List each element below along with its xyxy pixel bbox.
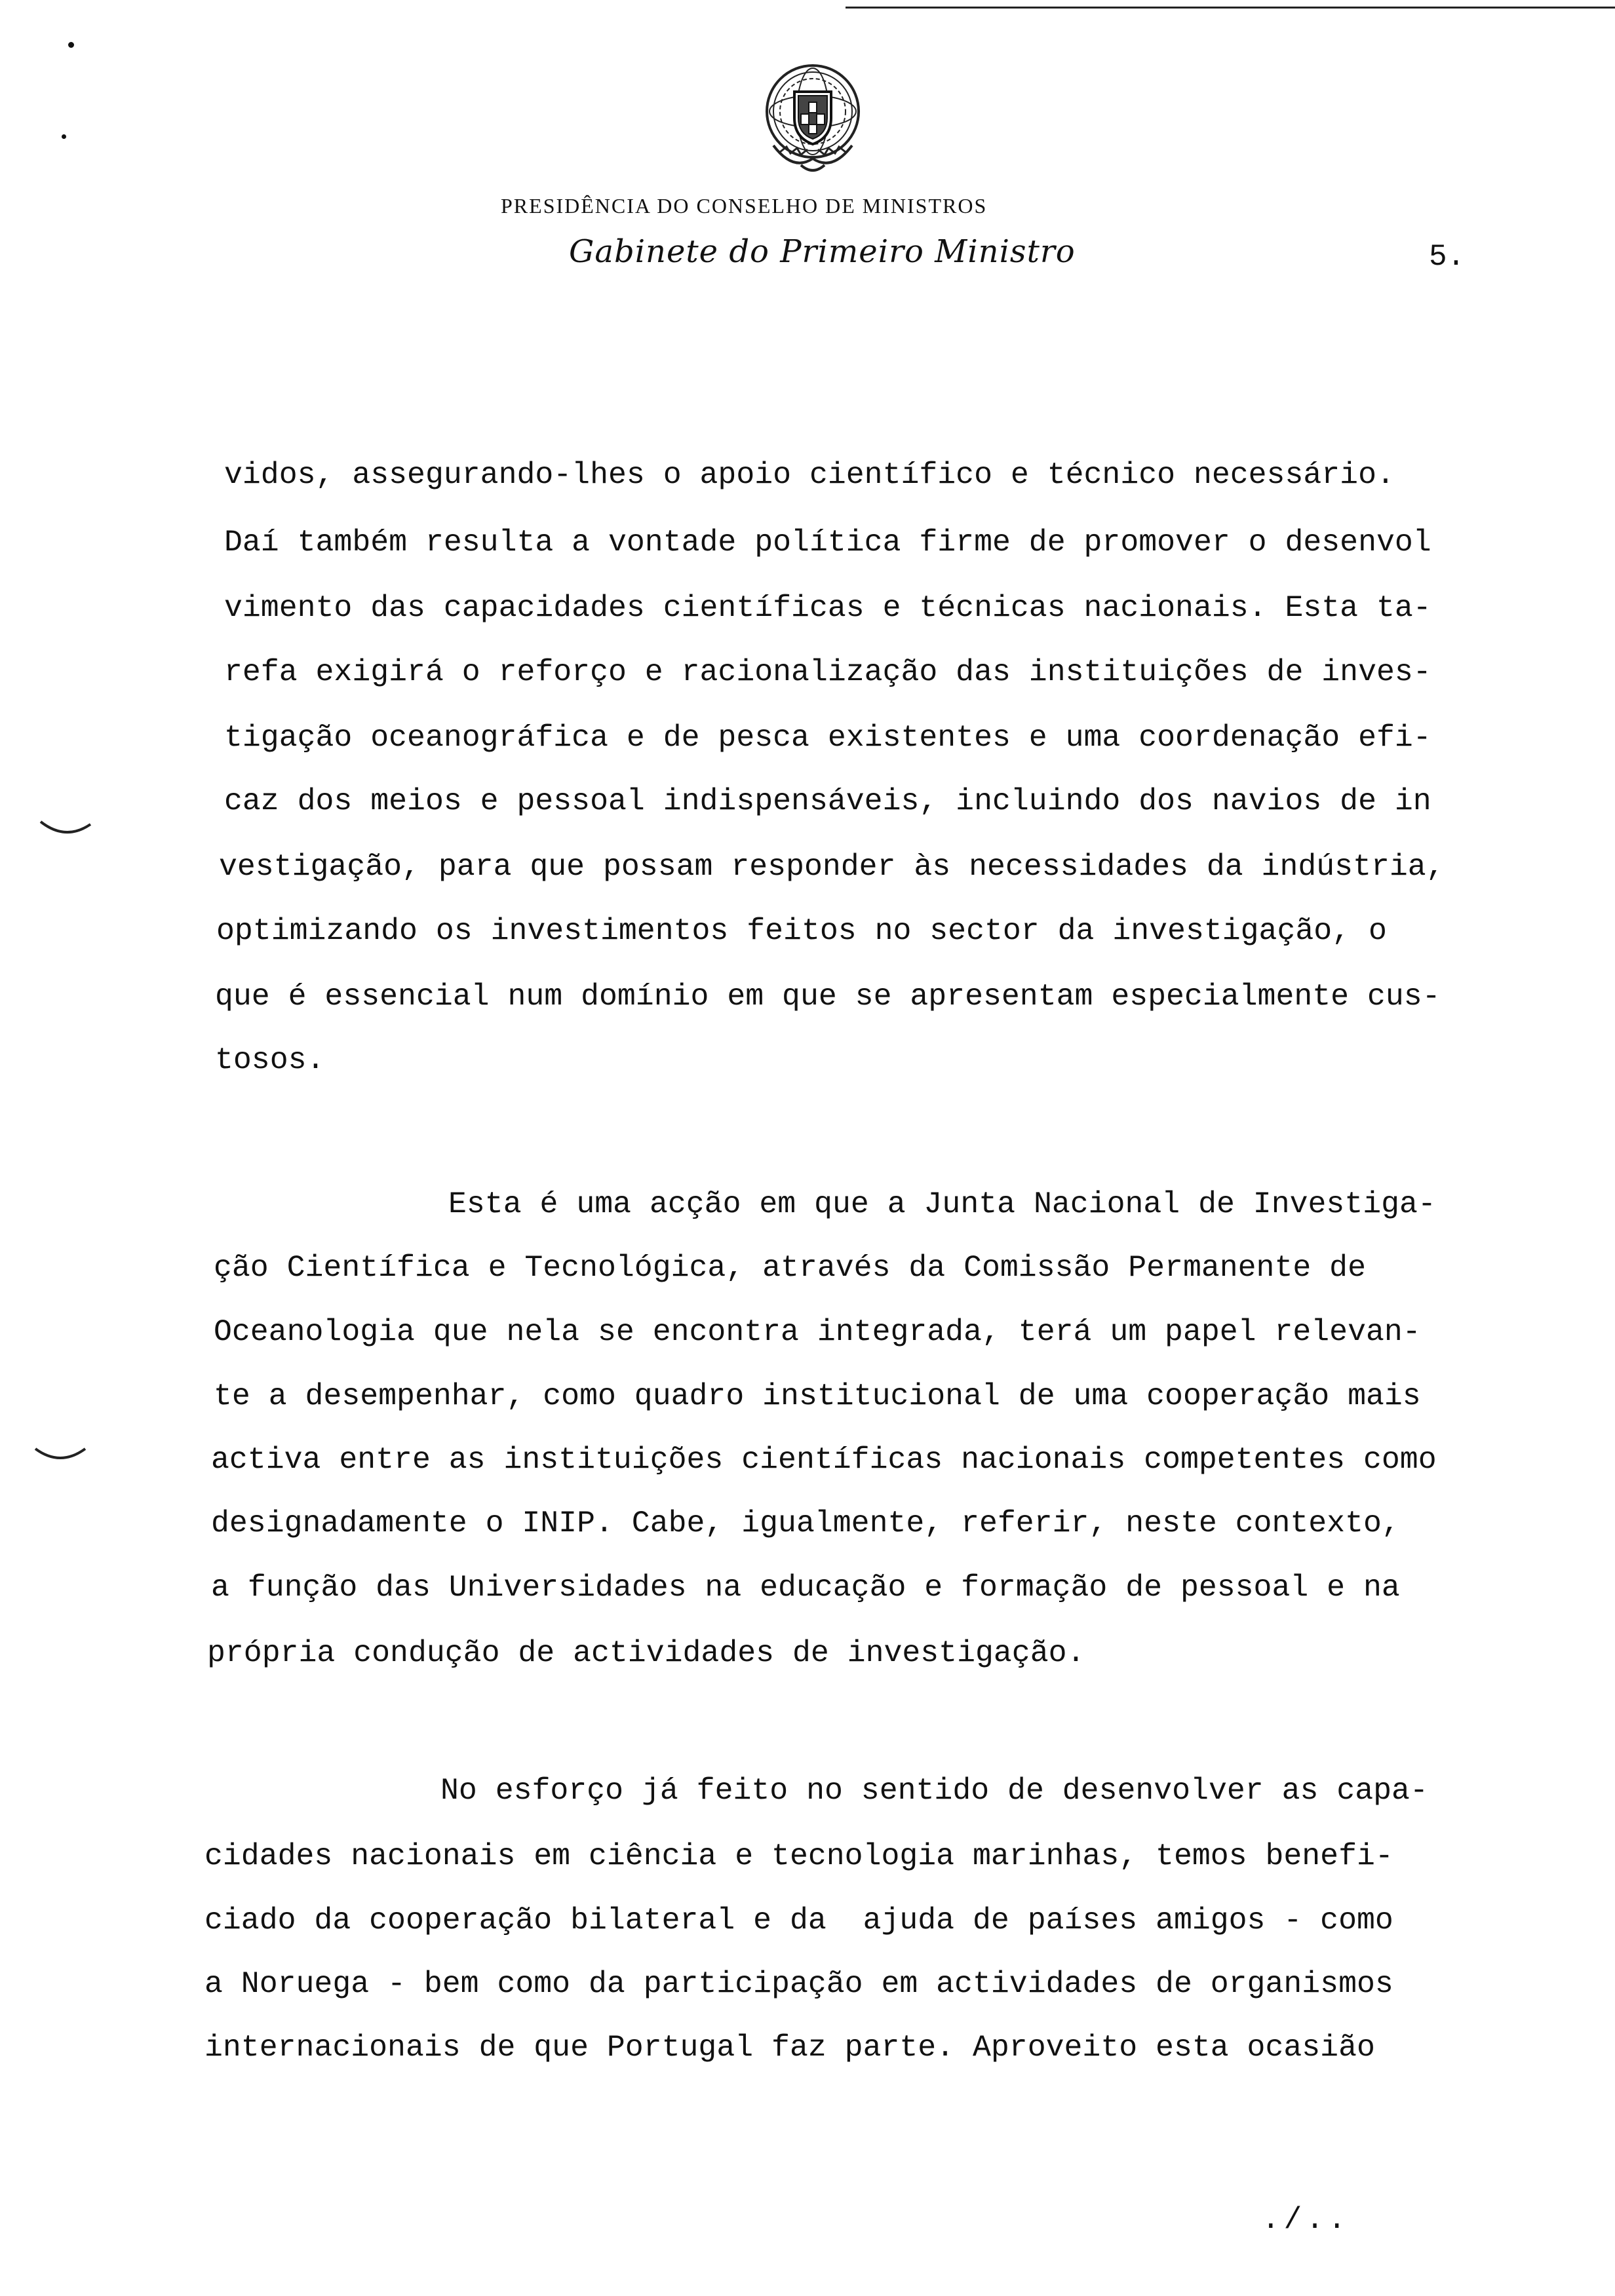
body-text-line: tosos. bbox=[215, 1043, 325, 1077]
fold-mark bbox=[39, 819, 92, 837]
body-text-line: caz dos meios e pessoal indispensáveis, incluindo dos navios de in bbox=[224, 784, 1431, 818]
punch-hole-mark bbox=[68, 42, 74, 48]
institution-heading: PRESIDÊNCIA DO CONSELHO DE MINISTROS bbox=[501, 194, 988, 218]
top-edge-rule bbox=[846, 7, 1615, 9]
body-text-line: que é essencial num domínio em que se apresentam especialmente cus- bbox=[215, 979, 1441, 1014]
punch-hole-mark bbox=[62, 134, 66, 139]
fold-mark bbox=[34, 1445, 87, 1463]
body-text-line: a função das Universidades na educação e formação de pessoal e na bbox=[211, 1570, 1400, 1605]
coat-of-arms-emblem bbox=[760, 60, 865, 185]
body-text-line: activa entre as instituições científicas nacionais competentes como bbox=[211, 1442, 1437, 1477]
body-text-line: No esforço já feito no sentido de desenvolver as capa- bbox=[440, 1773, 1428, 1808]
page-number: 5. bbox=[1429, 240, 1466, 274]
body-text-line: Esta é uma acção em que a Junta Nacional de Investiga- bbox=[448, 1187, 1436, 1221]
body-text-line: a Noruega - bem como da participação em actividades de organismos bbox=[204, 1966, 1393, 2001]
body-text-line: vidos, assegurando-lhes o apoio científico e técnico necessário. bbox=[224, 457, 1395, 492]
body-text-line: Oceanologia que nela se encontra integrada, terá um papel relevan- bbox=[214, 1314, 1421, 1349]
body-text-line: internacionais de que Portugal faz parte. Aproveito esta ocasião bbox=[204, 2030, 1375, 2065]
body-text-line: optimizando os investimentos feitos no sector da investigação, o bbox=[216, 913, 1387, 948]
body-text-line: designadamente o INIP. Cabe, igualmente, referir, neste contexto, bbox=[211, 1506, 1400, 1540]
body-text-line: Daí também resulta a vontade política firme de promover o desenvol bbox=[224, 525, 1431, 560]
body-text-line: ção Científica e Tecnológica, através da Comissão Permanente de bbox=[214, 1250, 1366, 1285]
body-text-line: cidades nacionais em ciência e tecnologia marinhas, temos benefi- bbox=[204, 1839, 1393, 1873]
body-text-line: vestigação, para que possam responder às necessidades da indústria, bbox=[219, 849, 1445, 884]
body-text-line: refa exigirá o reforço e racionalização das instituições de inves- bbox=[224, 655, 1431, 689]
body-text-line: ciado da cooperação bilateral e da ajuda de países amigos - como bbox=[204, 1903, 1393, 1938]
continuation-mark: ./.. bbox=[1262, 2203, 1350, 2237]
body-text-line: vimento das capacidades científicas e técnicas nacionais. Esta ta- bbox=[224, 590, 1431, 625]
office-heading: Gabinete do Primeiro Ministro bbox=[569, 233, 1076, 270]
body-text-line: tigação oceanográfica e de pesca existentes e uma coordenação efi- bbox=[224, 720, 1431, 755]
body-text-line: te a desempenhar, como quadro institucional de uma cooperação mais bbox=[214, 1379, 1421, 1413]
body-text-line: própria condução de actividades de investigação. bbox=[207, 1636, 1085, 1670]
